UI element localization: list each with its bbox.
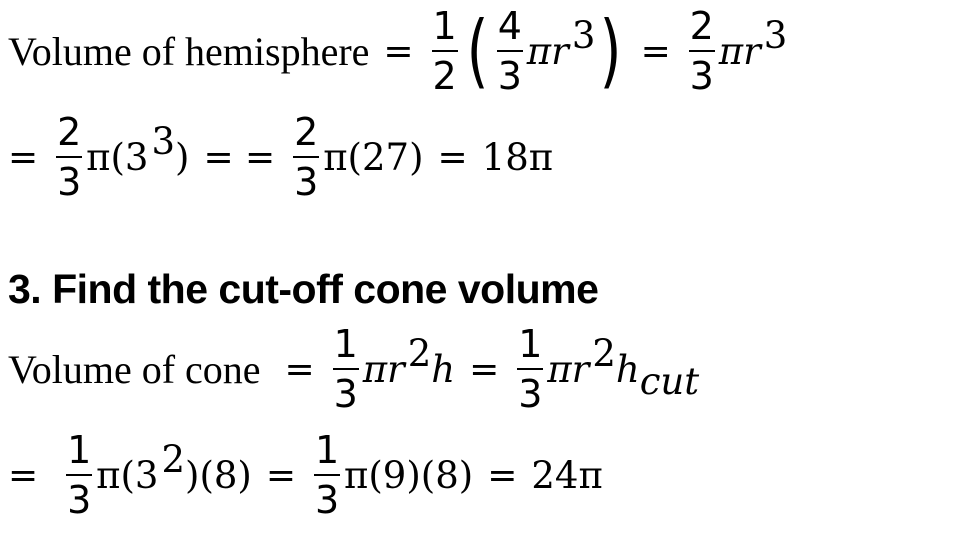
denominator: 3 bbox=[294, 160, 319, 204]
fraction-bar bbox=[497, 50, 523, 52]
exponent: 2 bbox=[407, 331, 432, 375]
pi-nine-eight-term: π(9)(8) bbox=[344, 453, 474, 497]
hemisphere-result: 18π bbox=[481, 135, 554, 179]
denominator: 3 bbox=[689, 54, 714, 98]
cone-label: Volume of cone bbox=[8, 346, 261, 392]
equals-sign: = bbox=[469, 348, 500, 390]
equals-sign: = bbox=[8, 454, 39, 496]
denominator: 3 bbox=[67, 478, 92, 522]
double-equals-sign: = = bbox=[203, 136, 276, 178]
fraction-bar bbox=[689, 50, 715, 52]
denominator: 3 bbox=[497, 54, 522, 98]
equals-sign: = bbox=[437, 136, 468, 178]
fraction-bar bbox=[314, 474, 340, 476]
pi-r-term: πr bbox=[547, 347, 590, 391]
fraction-bar bbox=[66, 474, 92, 476]
pi-r-term: πr bbox=[718, 29, 761, 73]
exponent: 3 bbox=[763, 13, 788, 57]
fraction-one-half bbox=[432, 4, 458, 98]
equals-sign: = bbox=[383, 30, 414, 72]
pi-r-term: πr bbox=[526, 29, 569, 73]
pi-twenty-seven-term: π(27) bbox=[323, 135, 424, 179]
fraction-one-third bbox=[517, 322, 543, 416]
equals-sign: = bbox=[8, 136, 39, 178]
denominator: 3 bbox=[314, 478, 340, 522]
numerator: 1 bbox=[432, 4, 457, 48]
exponent: 3 bbox=[151, 119, 176, 163]
numerator: 1 bbox=[518, 322, 543, 366]
cone-result: 24π bbox=[531, 453, 603, 497]
equation-hemisphere-volume bbox=[8, 4, 787, 98]
numerator: 1 bbox=[67, 428, 92, 472]
fraction-one-third bbox=[333, 322, 359, 416]
fraction-bar bbox=[517, 368, 543, 370]
equation-cone-evaluation bbox=[8, 428, 603, 522]
denominator: 3 bbox=[518, 372, 543, 416]
exponent: 2 bbox=[161, 437, 186, 481]
height-variable: h bbox=[431, 347, 456, 391]
fraction-bar bbox=[333, 368, 359, 370]
numerator: 1 bbox=[314, 428, 340, 472]
hemisphere-label: Volume of hemisphere bbox=[8, 28, 370, 74]
pi-three-term: π(3 bbox=[96, 453, 159, 497]
equals-sign: = bbox=[265, 454, 297, 496]
numerator: 2 bbox=[294, 110, 319, 154]
equation-hemisphere-evaluation bbox=[8, 110, 553, 204]
exponent: 2 bbox=[592, 331, 616, 375]
fraction-two-thirds bbox=[56, 110, 82, 204]
fraction-one-third bbox=[314, 428, 340, 522]
denominator: 3 bbox=[333, 372, 358, 416]
fraction-bar bbox=[293, 156, 319, 158]
equals-sign: = bbox=[640, 30, 671, 72]
exponent: 3 bbox=[571, 13, 596, 57]
equals-sign: = bbox=[487, 454, 518, 496]
fraction-one-third bbox=[66, 428, 92, 522]
fraction-four-thirds bbox=[497, 4, 523, 98]
section-heading: 3. Find the cut-off cone volume bbox=[8, 266, 599, 312]
fraction-two-thirds bbox=[293, 110, 319, 204]
close-paren: ) bbox=[175, 135, 190, 179]
pi-three-term: π(3 bbox=[86, 135, 149, 179]
pi-r-term: πr bbox=[362, 347, 405, 391]
fraction-bar bbox=[56, 156, 82, 158]
numerator: 2 bbox=[689, 4, 714, 48]
height-variable: h bbox=[615, 347, 640, 391]
subscript-cut: cut bbox=[639, 359, 700, 403]
denominator: 2 bbox=[432, 54, 457, 98]
equals-sign: = bbox=[284, 348, 315, 390]
close-paren: ) bbox=[600, 4, 622, 97]
open-paren: ( bbox=[466, 4, 489, 97]
numerator: 1 bbox=[333, 322, 358, 366]
equation-cone-volume bbox=[8, 322, 699, 416]
fraction-bar bbox=[432, 50, 458, 52]
numerator: 2 bbox=[57, 110, 82, 154]
fraction-two-thirds bbox=[689, 4, 715, 98]
numerator: 4 bbox=[497, 4, 522, 48]
times-eight: )(8) bbox=[185, 453, 252, 497]
denominator: 3 bbox=[57, 160, 82, 204]
